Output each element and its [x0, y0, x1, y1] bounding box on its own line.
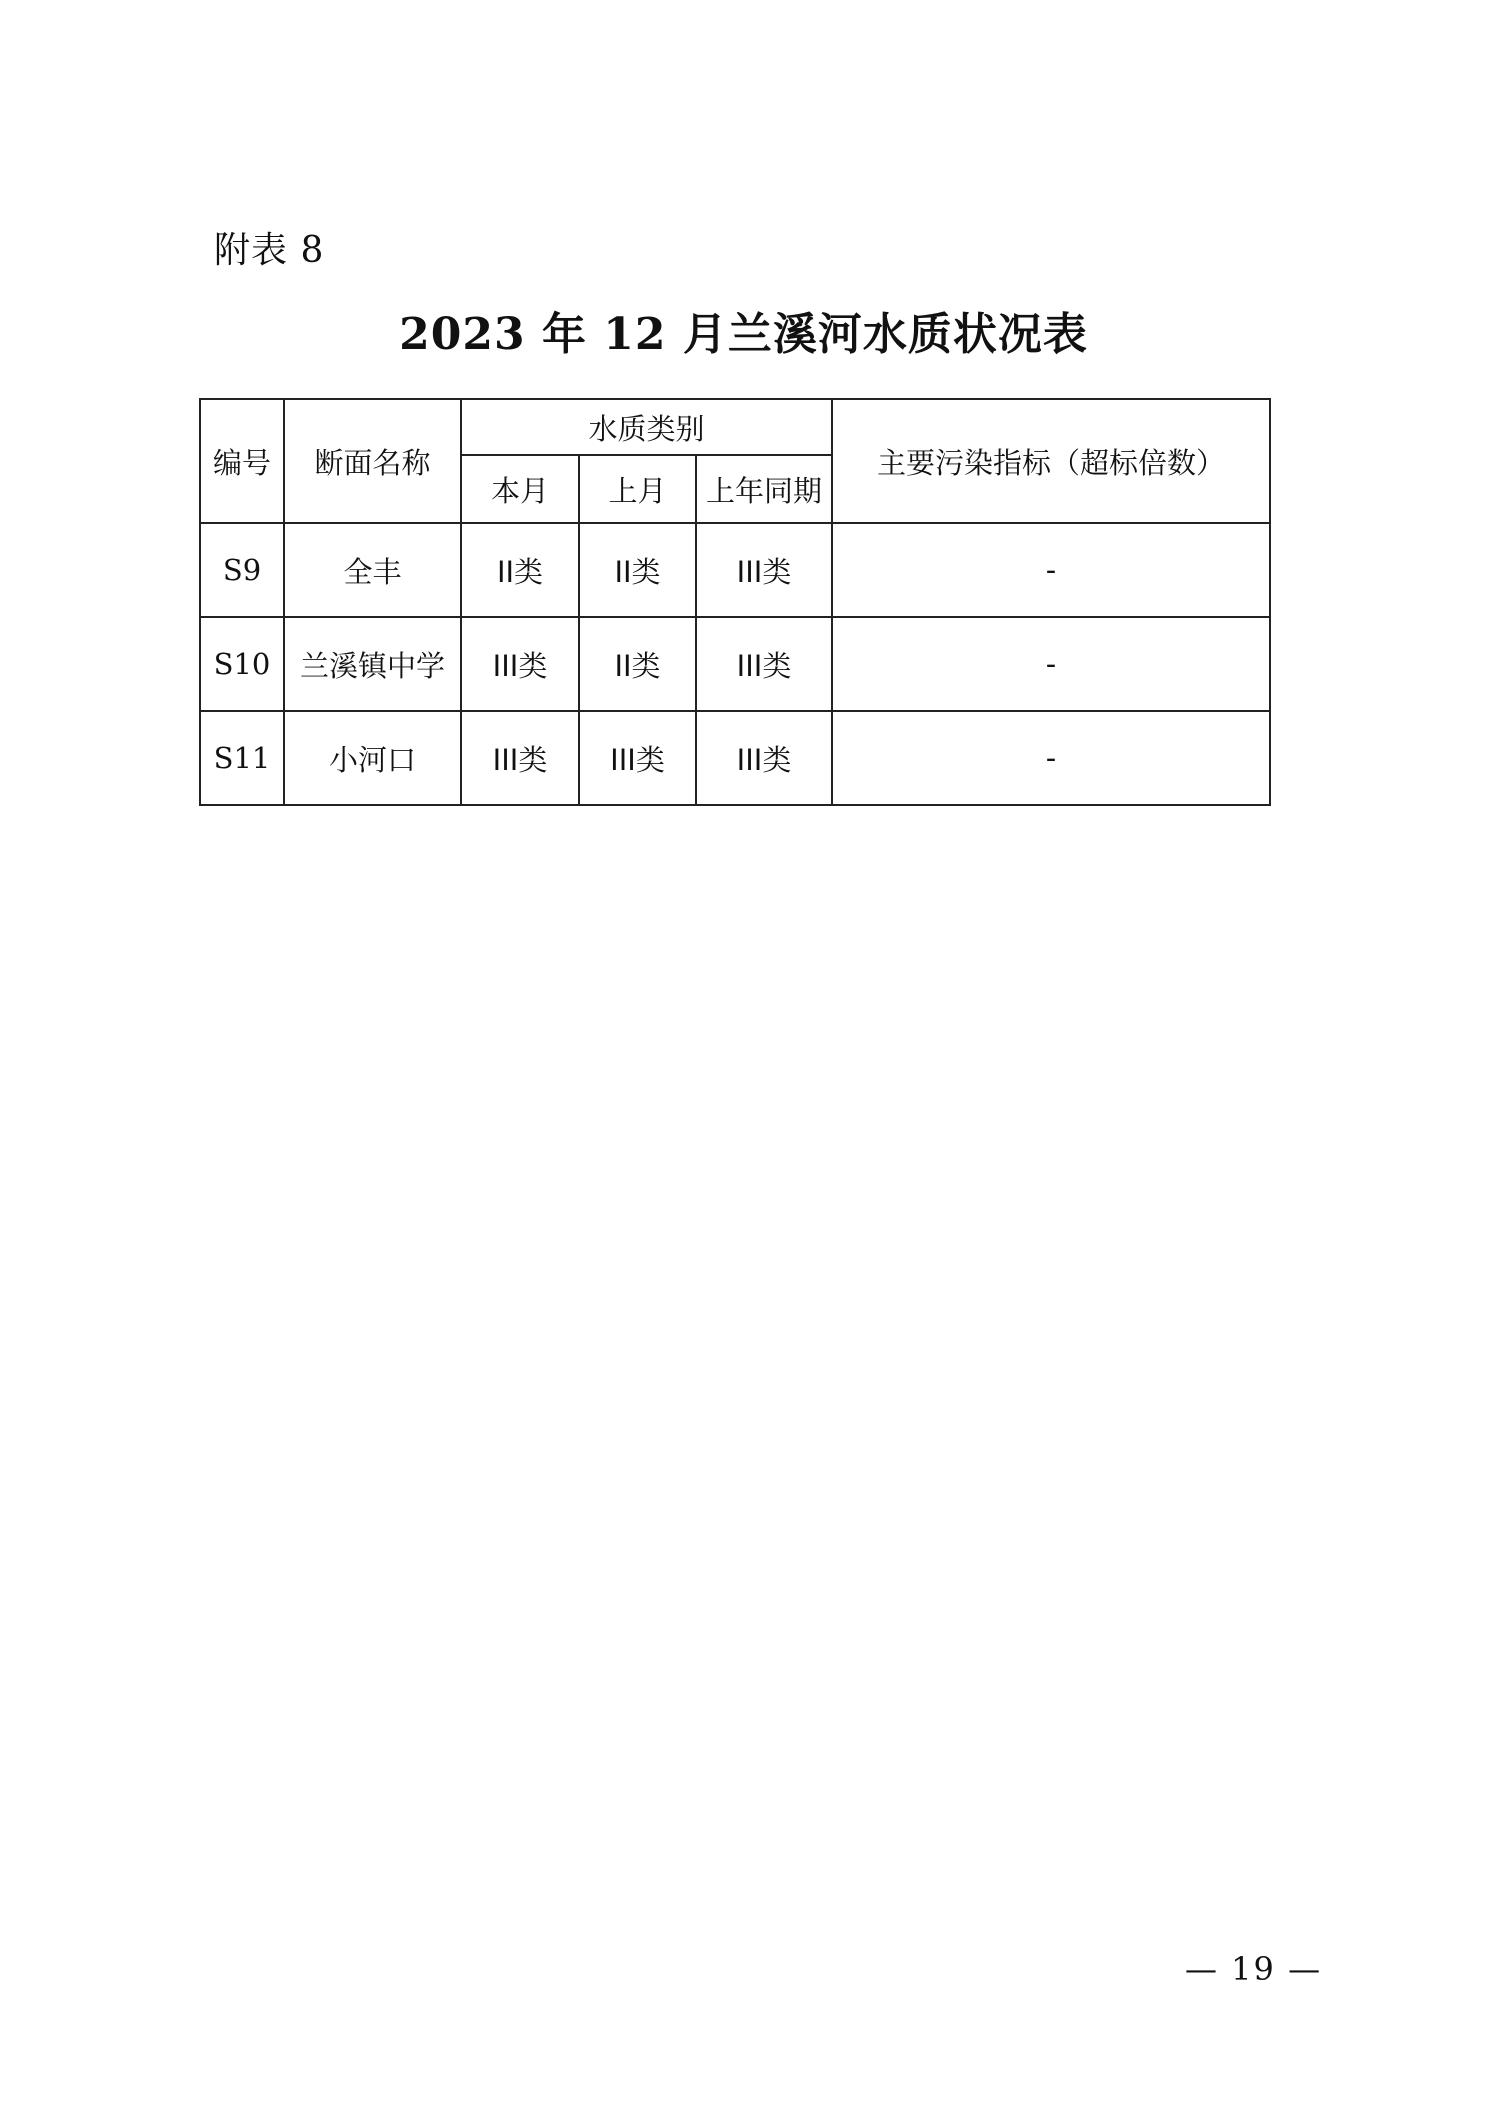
row-section-name: 小河口	[284, 711, 461, 805]
header-water-quality: 水质类别	[461, 399, 832, 455]
water-quality-table	[199, 398, 1271, 806]
row-pollutants: -	[832, 523, 1270, 617]
row-this-month: III类	[461, 711, 579, 805]
row-last-month: III类	[579, 711, 696, 805]
row-code: S9	[200, 523, 284, 617]
row-last-year: III类	[696, 523, 832, 617]
header-last-year: 上年同期	[696, 455, 832, 523]
row-pollutants: -	[832, 617, 1270, 711]
header-code: 编号	[200, 399, 284, 523]
document-title: 2023 年 12 月兰溪河水质状况表	[399, 309, 1088, 360]
row-code: S11	[200, 711, 284, 805]
row-pollutants: -	[832, 711, 1270, 805]
header-this-month: 本月	[461, 455, 579, 523]
table-header-row	[200, 399, 1270, 455]
row-code: S10	[200, 617, 284, 711]
row-last-year: III类	[696, 711, 832, 805]
table-row	[200, 711, 1270, 805]
header-last-month: 上月	[579, 455, 696, 523]
row-section-name: 全丰	[284, 523, 461, 617]
row-this-month: II类	[461, 523, 579, 617]
table-row	[200, 617, 1270, 711]
appendix-label: 附表 8	[214, 230, 325, 271]
row-last-month: II类	[579, 523, 696, 617]
table-row	[200, 523, 1270, 617]
header-pollutants: 主要污染指标（超标倍数）	[832, 399, 1270, 523]
row-section-name: 兰溪镇中学	[284, 617, 461, 711]
row-last-month: II类	[579, 617, 696, 711]
header-section-name: 断面名称	[284, 399, 461, 523]
page-number: — 19 —	[1185, 1950, 1323, 1988]
row-this-month: III类	[461, 617, 579, 711]
row-last-year: III类	[696, 617, 832, 711]
